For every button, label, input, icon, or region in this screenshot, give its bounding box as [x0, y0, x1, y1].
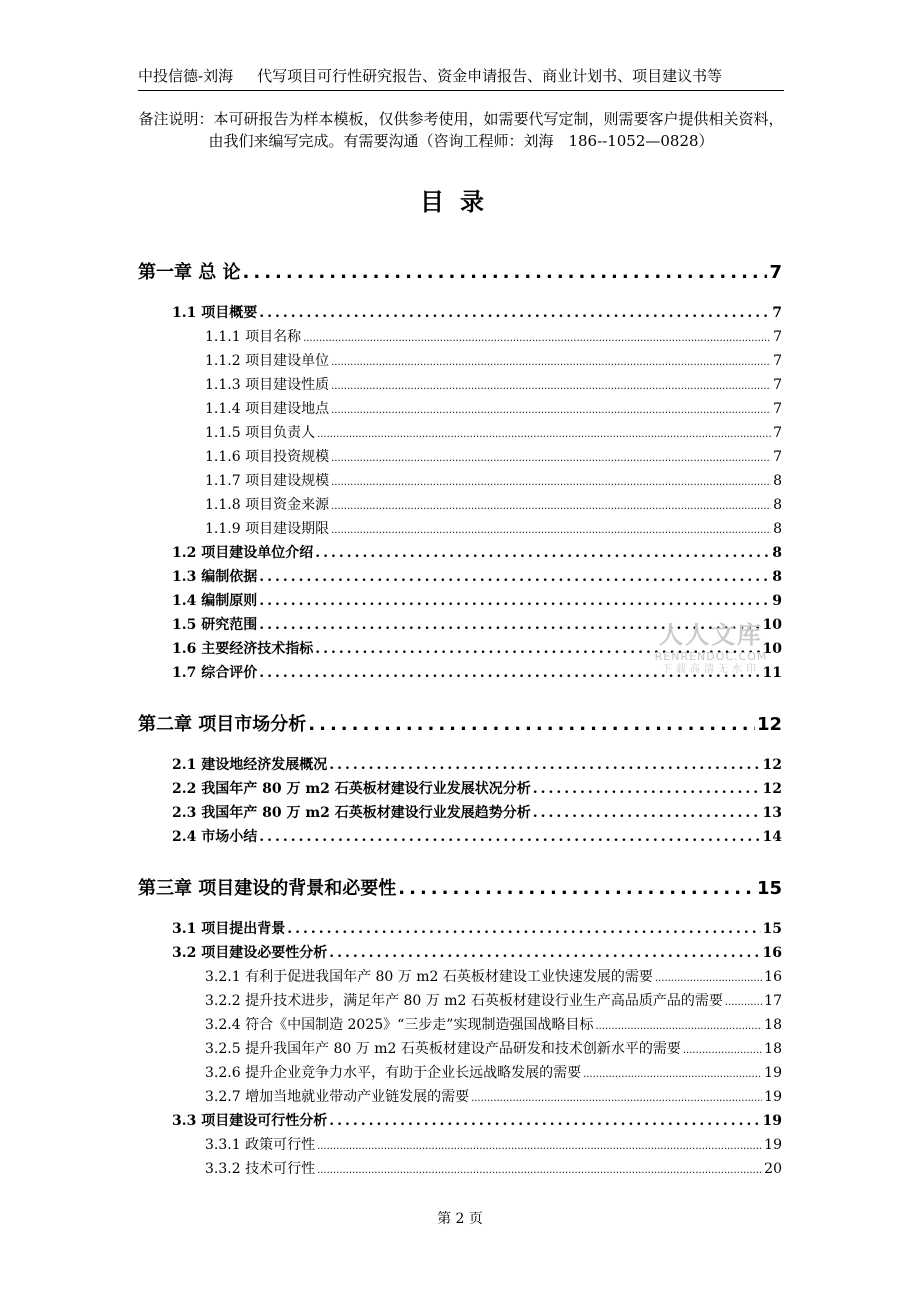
toc-entry-label: 1.1.2 项目建设单位: [205, 353, 330, 369]
header-left: 中投信德-刘海: [138, 67, 234, 85]
dot-leader: [331, 405, 771, 416]
toc-entry-label: 1.2 项目建设单位介绍: [172, 545, 314, 561]
toc-entry[interactable]: [172, 754, 782, 774]
toc-entry-label: 1.7 综合评价: [172, 665, 258, 681]
toc-entry-page: 14: [762, 829, 782, 845]
toc-entry-page: 8: [773, 473, 782, 489]
toc-entry[interactable]: [172, 302, 782, 322]
toc-entry-page: 18: [764, 1041, 782, 1057]
toc-entry-page: 8: [772, 569, 782, 585]
dot-leader: [595, 1021, 762, 1032]
toc-entry-page: 7: [773, 377, 782, 393]
toc-entry[interactable]: [138, 874, 782, 900]
toc-entry-label: 1.1.4 项目建设地点: [205, 401, 330, 417]
toc-entry[interactable]: [172, 590, 782, 610]
watermark-title: 人人文库: [659, 621, 763, 649]
toc-entry-label: 1.5 研究范围: [172, 617, 258, 633]
watermark-domain: RENRENDOC.COM: [654, 650, 768, 663]
toc-entry-page: 7: [773, 353, 782, 369]
toc-entry[interactable]: [172, 1110, 782, 1130]
toc-entry[interactable]: [172, 566, 782, 586]
dot-leader: [655, 973, 762, 984]
toc-entry-label: 1.3 编制依据: [172, 569, 258, 585]
toc-entry-page: 19: [764, 1089, 782, 1105]
toc-entry-page: 15: [762, 921, 782, 937]
watermark: [648, 620, 774, 682]
toc-entry[interactable]: [205, 1014, 782, 1034]
toc-entry-label: 第三章 项目建设的背景和必要性: [138, 878, 397, 899]
dot-leader: [725, 997, 762, 1008]
toc-entry[interactable]: [172, 778, 782, 798]
dot-leader: [331, 357, 771, 368]
toc-entry-page: 10: [762, 617, 782, 633]
toc-entry[interactable]: [205, 446, 782, 466]
toc-entry-label: 3.2.5 提升我国年产 80 万 m2 石英板材建设产品研发和技术创新水平的需要: [205, 1041, 681, 1057]
header-right: 代写项目可行性研究报告、资金申请报告、商业计划书、项目建议书等: [257, 67, 723, 85]
toc-entry-label: 3.2.6 提升企业竞争力水平，有助于企业长远战略发展的需要: [205, 1065, 582, 1081]
toc-entry-label: 1.1.8 项目资金来源: [205, 497, 330, 513]
toc-entry-page: 8: [773, 521, 782, 537]
toc-entry[interactable]: [205, 494, 782, 514]
page-number: 第 2 页: [437, 1211, 483, 1227]
toc-entry-label: 3.2 项目建设必要性分析: [172, 945, 328, 961]
toc-entry-page: 11: [762, 665, 782, 681]
toc-entry-page: 16: [762, 945, 782, 961]
toc-entry-page: 12: [762, 781, 782, 797]
toc-entry-page: 19: [762, 1113, 782, 1129]
toc-entry[interactable]: [205, 966, 782, 986]
toc-entry-page: 10: [762, 641, 782, 657]
toc-entry-label: 2.2 我国年产 80 万 m2 石英板材建设行业发展状况分析: [172, 781, 531, 797]
toc-entry-label: 3.2.4 符合《中国制造 2025》“三步走”实现制造强国战略目标: [205, 1017, 594, 1033]
dot-leader: [303, 333, 771, 344]
toc-entry-page: 17: [764, 993, 782, 1009]
toc-entry-page: 9: [772, 593, 782, 609]
page-header: [138, 62, 784, 91]
toc-entry-label: 1.1.3 项目建设性质: [205, 377, 330, 393]
dot-leader: [533, 805, 761, 821]
dot-leader: [329, 1113, 760, 1129]
toc-entry[interactable]: [172, 826, 782, 846]
toc-entry-label: 3.3 项目建设可行性分析: [172, 1113, 328, 1129]
toc-entry-page: 8: [772, 545, 782, 561]
dot-leader: [317, 1141, 762, 1152]
toc-entry-page: 7: [772, 305, 782, 321]
toc-entry-page: 12: [762, 757, 782, 773]
toc-entry-page: 7: [773, 425, 782, 441]
dot-leader: [259, 829, 760, 845]
toc-entry-label: 2.3 我国年产 80 万 m2 石英板材建设行业发展趋势分析: [172, 805, 531, 821]
toc-entry-label: 1.1.5 项目负责人: [205, 425, 316, 441]
toc-entry-page: 20: [764, 1161, 782, 1177]
toc-entry-label: 1.6 主要经济技术指标: [172, 641, 314, 657]
dot-leader: [329, 945, 760, 961]
dot-leader: [398, 878, 755, 899]
toc-entry[interactable]: [138, 258, 782, 284]
toc-entry[interactable]: [205, 990, 782, 1010]
toc-entry-page: 13: [762, 805, 782, 821]
watermark-slogan: 下载高清无水印: [662, 664, 760, 675]
dot-leader: [331, 453, 771, 464]
toc-title: 目录: [420, 188, 500, 216]
toc-entry[interactable]: [138, 710, 782, 736]
dot-leader: [329, 757, 760, 773]
toc-entry-label: 3.2.2 提升技术进步，满足年产 80 万 m2 石英板材建设行业生产高品质产品的需要: [205, 993, 723, 1009]
toc-entry-label: 第二章 项目市场分析: [138, 714, 307, 735]
toc-entry[interactable]: [205, 1062, 782, 1082]
toc-entry-label: 1.1.7 项目建设规模: [205, 473, 330, 489]
toc-entry-label: 2.4 市场小结: [172, 829, 258, 845]
toc-entry-page: 7: [773, 449, 782, 465]
dot-leader: [315, 545, 770, 561]
toc-entry-page: 15: [756, 878, 782, 899]
toc-entry-page: 7: [769, 262, 782, 283]
toc-entry[interactable]: [205, 470, 782, 490]
toc-entry-label: 1.4 编制原则: [172, 593, 258, 609]
toc-entry-label: 第一章 总 论: [138, 262, 241, 283]
dot-leader: [287, 921, 760, 937]
toc-entry-label: 1.1.6 项目投资规模: [205, 449, 330, 465]
dot-leader: [683, 1045, 762, 1056]
toc-entry-page: 19: [764, 1137, 782, 1153]
toc-entry[interactable]: [205, 1134, 782, 1154]
toc-entry[interactable]: [205, 1038, 782, 1058]
toc-entry[interactable]: [205, 422, 782, 442]
dot-leader: [331, 501, 771, 512]
toc-entry-label: 3.2.7 增加当地就业带动产业链发展的需要: [205, 1089, 470, 1105]
toc-entry-page: 12: [756, 714, 782, 735]
toc-entry-label: 2.1 建设地经济发展概况: [172, 757, 328, 773]
dot-leader: [317, 429, 771, 440]
dot-leader: [317, 1165, 762, 1176]
dot-leader: [331, 381, 771, 392]
toc-entry-label: 3.1 项目提出背景: [172, 921, 286, 937]
toc-entry-label: 1.1.9 项目建设期限: [205, 521, 330, 537]
dot-leader: [533, 781, 761, 797]
toc-entry[interactable]: [205, 350, 782, 370]
dot-leader: [308, 714, 755, 735]
dot-leader: [583, 1069, 762, 1080]
toc-entry-page: 16: [764, 969, 782, 985]
dot-leader: [259, 593, 770, 609]
toc-entry-label: 3.3.1 政策可行性: [205, 1137, 316, 1153]
dot-leader: [259, 305, 770, 321]
toc-entry[interactable]: [172, 542, 782, 562]
dot-leader: [331, 477, 771, 488]
note-text: 备注说明：本可研报告为样本模板，仅供参考使用，如需要代写定制，则需要客户提供相关资料，由我们来编写完成。有需要沟通（咨询工程师：刘海 186--1052—0828）: [138, 110, 784, 150]
toc-entry-page: 7: [773, 401, 782, 417]
dot-leader: [471, 1093, 762, 1104]
toc-entry-label: 3.3.2 技术可行性: [205, 1161, 316, 1177]
dot-leader: [259, 569, 770, 585]
toc-entry[interactable]: [205, 1158, 782, 1178]
dot-leader: [243, 262, 768, 283]
toc-entry[interactable]: [205, 326, 782, 346]
toc-entry-label: 1.1 项目概要: [172, 305, 258, 321]
toc-entry-label: 1.1.1 项目名称: [205, 329, 302, 345]
toc-entry[interactable]: [205, 518, 782, 538]
toc-entry[interactable]: [205, 374, 782, 394]
toc-entry[interactable]: [205, 398, 782, 418]
toc-entry-page: 7: [773, 329, 782, 345]
toc-entry[interactable]: [205, 1086, 782, 1106]
toc-entry[interactable]: [172, 942, 782, 962]
toc-entry-label: 3.2.1 有利于促进我国年产 80 万 m2 石英板材建设工业快速发展的需要: [205, 969, 653, 985]
toc-entry-page: 8: [773, 497, 782, 513]
toc-entry[interactable]: [172, 802, 782, 822]
toc-entry-page: 19: [764, 1065, 782, 1081]
toc-entry-page: 18: [764, 1017, 782, 1033]
toc-entry[interactable]: [172, 918, 782, 938]
dot-leader: [331, 525, 771, 536]
